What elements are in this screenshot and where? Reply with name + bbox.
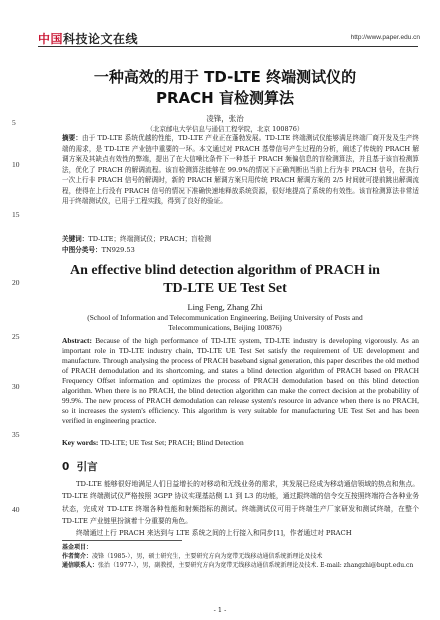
section-title: 引言 bbox=[76, 461, 98, 473]
keywords-en bbox=[62, 438, 419, 448]
abstract-en bbox=[62, 336, 419, 426]
footnote-rule bbox=[62, 540, 182, 541]
logo-text: 科技论文在线 bbox=[63, 32, 139, 46]
affiliation-en-line1: (School of Information and Telecommunication Engineering, Beijing University of Posts and bbox=[87, 313, 363, 322]
journal-logo bbox=[38, 30, 138, 47]
footnote-fund bbox=[62, 543, 419, 552]
keywords-cn-label: 关键词： bbox=[62, 235, 89, 243]
intro-paragraph-1: TD-LTE 能够很好地满足人们日益增长的对移动和无线业务的需求，其发展已经成为移动通信领域的热点和焦点。TD-LTE 终端测试仪严格按照 3GPP 协议实现基站侧 L1 到 L3 的功能，通过跟终端的信令交互按照终端符合各种业务状态，完成对 TD-LTE 终端各种性能和射频指标的测试。终端测试仪可用于终端生产厂家研发和测试终端，在整个 TD-LTE 产业链里扮演着十分重要的角色。 bbox=[62, 480, 419, 526]
intro-paragraph-2: 终端通过上行 PRACH 来达到与 LTE 系统之间的上行接入和同步[1]，作者通过对 PRACH bbox=[76, 529, 352, 537]
line-number: 30 bbox=[12, 382, 20, 391]
line-number: 40 bbox=[12, 505, 20, 514]
footnote-author-label: 作者简介： bbox=[62, 553, 93, 560]
keywords-en-label: Key words: bbox=[62, 438, 99, 447]
title-cn-line2: PRACH 盲检测算法 bbox=[156, 89, 294, 107]
line-number: 15 bbox=[12, 210, 20, 219]
footnote-correspondence bbox=[62, 561, 419, 570]
abstract-cn-label: 摘要： bbox=[62, 134, 82, 142]
abstract-en-label: Abstract: bbox=[62, 336, 92, 345]
logo-red-part: 中国 bbox=[38, 32, 64, 46]
clc-cn bbox=[62, 245, 419, 256]
title-en-line1: An effective blind detection algorithm of PRACH in bbox=[70, 263, 380, 278]
clc-cn-text: TN929.53 bbox=[101, 246, 135, 254]
keywords-cn bbox=[62, 234, 419, 245]
authors-en: Ling Feng, Zhang Zhi bbox=[187, 302, 263, 312]
footnote-author bbox=[62, 552, 419, 561]
line-number: 20 bbox=[12, 278, 20, 287]
footnote-author-text: 凌锋（1985-），男，硕士研究生，主要研究方向为宽带无线移动通信系统新理论及技术 bbox=[92, 553, 323, 560]
header-url[interactable]: http://www.paper.edu.cn bbox=[350, 34, 420, 41]
line-number: 10 bbox=[12, 160, 20, 169]
header-rule bbox=[38, 46, 418, 47]
section-heading bbox=[62, 459, 98, 474]
footnote-fund-label: 基金项目： bbox=[62, 544, 93, 551]
page-number: - 1 - bbox=[213, 606, 227, 614]
line-number: 35 bbox=[12, 430, 20, 439]
authors-cn: 凌锋，张治 bbox=[206, 114, 244, 123]
clc-cn-label: 中图分类号： bbox=[62, 246, 102, 254]
keywords-cn-text: TD-LTE；终端测试仪；PRACH；盲检测 bbox=[88, 235, 211, 243]
abstract-cn-text: 由于 TD-LTE 系统优越的性能，TD-LTE 产业正在蓬勃发展。TD-LTE 终端测试仪能够满足终端厂商开发及生产终端的需求，是 TD-LTE 产业链中重要的一环。本文通过对 PRACH 基带信号产生过程的分析，阐述了传统的 PRACH 解调方案及其缺点有效性的弊端，提出了在大信噪比条件下一种基于 PRACH 频偏信息的盲检测算法，并且基于该盲检测算法，优化了 PRACH 的解调流程。该盲检测算法能够在 99.9%的情况下正确判断出当前上行为非 PRACH 信号，在执行一次上行非 PRACH 信号的解调时，新的 PRACH 解调方案只用传统 PRACH 解调方案的 2/5 时间就可提前跳出解调流程，使得在上行没有 PRACH 信号的情况下准确快速地释放系统资源，很好地提高了系统的有效性。该盲检测算法非常适用于终端测试仪，已用于工程实践，得到了良好的验证。 bbox=[62, 134, 420, 205]
abstract-cn bbox=[62, 133, 419, 207]
title-en-line2: TD-LTE UE Test Set bbox=[163, 281, 287, 296]
line-number: 25 bbox=[12, 332, 20, 341]
footnote-corr-text: 张治（1977-），男，副教授，主要研究方向为宽带无线移动通信系统新理论及技术. E-mail: zhangzhi@bupt.edu.cn bbox=[98, 562, 414, 569]
title-cn-line1: 一种高效的用于 TD-LTE 终端测试仪的 bbox=[93, 68, 357, 86]
footnote-corr-label: 通信联系人： bbox=[62, 562, 99, 569]
line-number: 5 bbox=[12, 118, 16, 127]
abstract-en-text: Because of the high performance of TD-LTE system, TD-LTE industry is developing vigorously. As an important role in TD-LTE industry chain, TD-LTE UE Test Set satisfy the requirement of UE development and manufacture. Through analysing the process of PRACH baseband signal generation, this paper describes the old method of PRACH demodulation and its shortcoming, and states a blind detection algorithm of PRACH based on PRACH Frequency Offset information and optimizes the process of PRACH demodulation based on this blind detection algorithm. When there is no PRACH, the blind detection algorithm can make the correct decision at the probability of 99.9%. The new process of PRACH demodulation can release system's resource in advance when there is no PRACH, so it increases the system's efficiency. This algorithm is very suitable for manufacturing UE Test Set and has been verified in engineering practice. bbox=[62, 336, 419, 425]
keywords-en-text: TD-LTE; UE Test Set; PRACH; Blind Detection bbox=[100, 438, 244, 447]
affiliation-en bbox=[80, 313, 370, 333]
affiliation-cn: （北京邮电大学信息与通信工程学院，北京 100876） bbox=[146, 125, 304, 133]
section-number: 0 bbox=[62, 461, 70, 473]
affiliation-en-line2: Telecommunications, Beijing 100876) bbox=[168, 323, 282, 332]
footnote bbox=[62, 543, 419, 570]
